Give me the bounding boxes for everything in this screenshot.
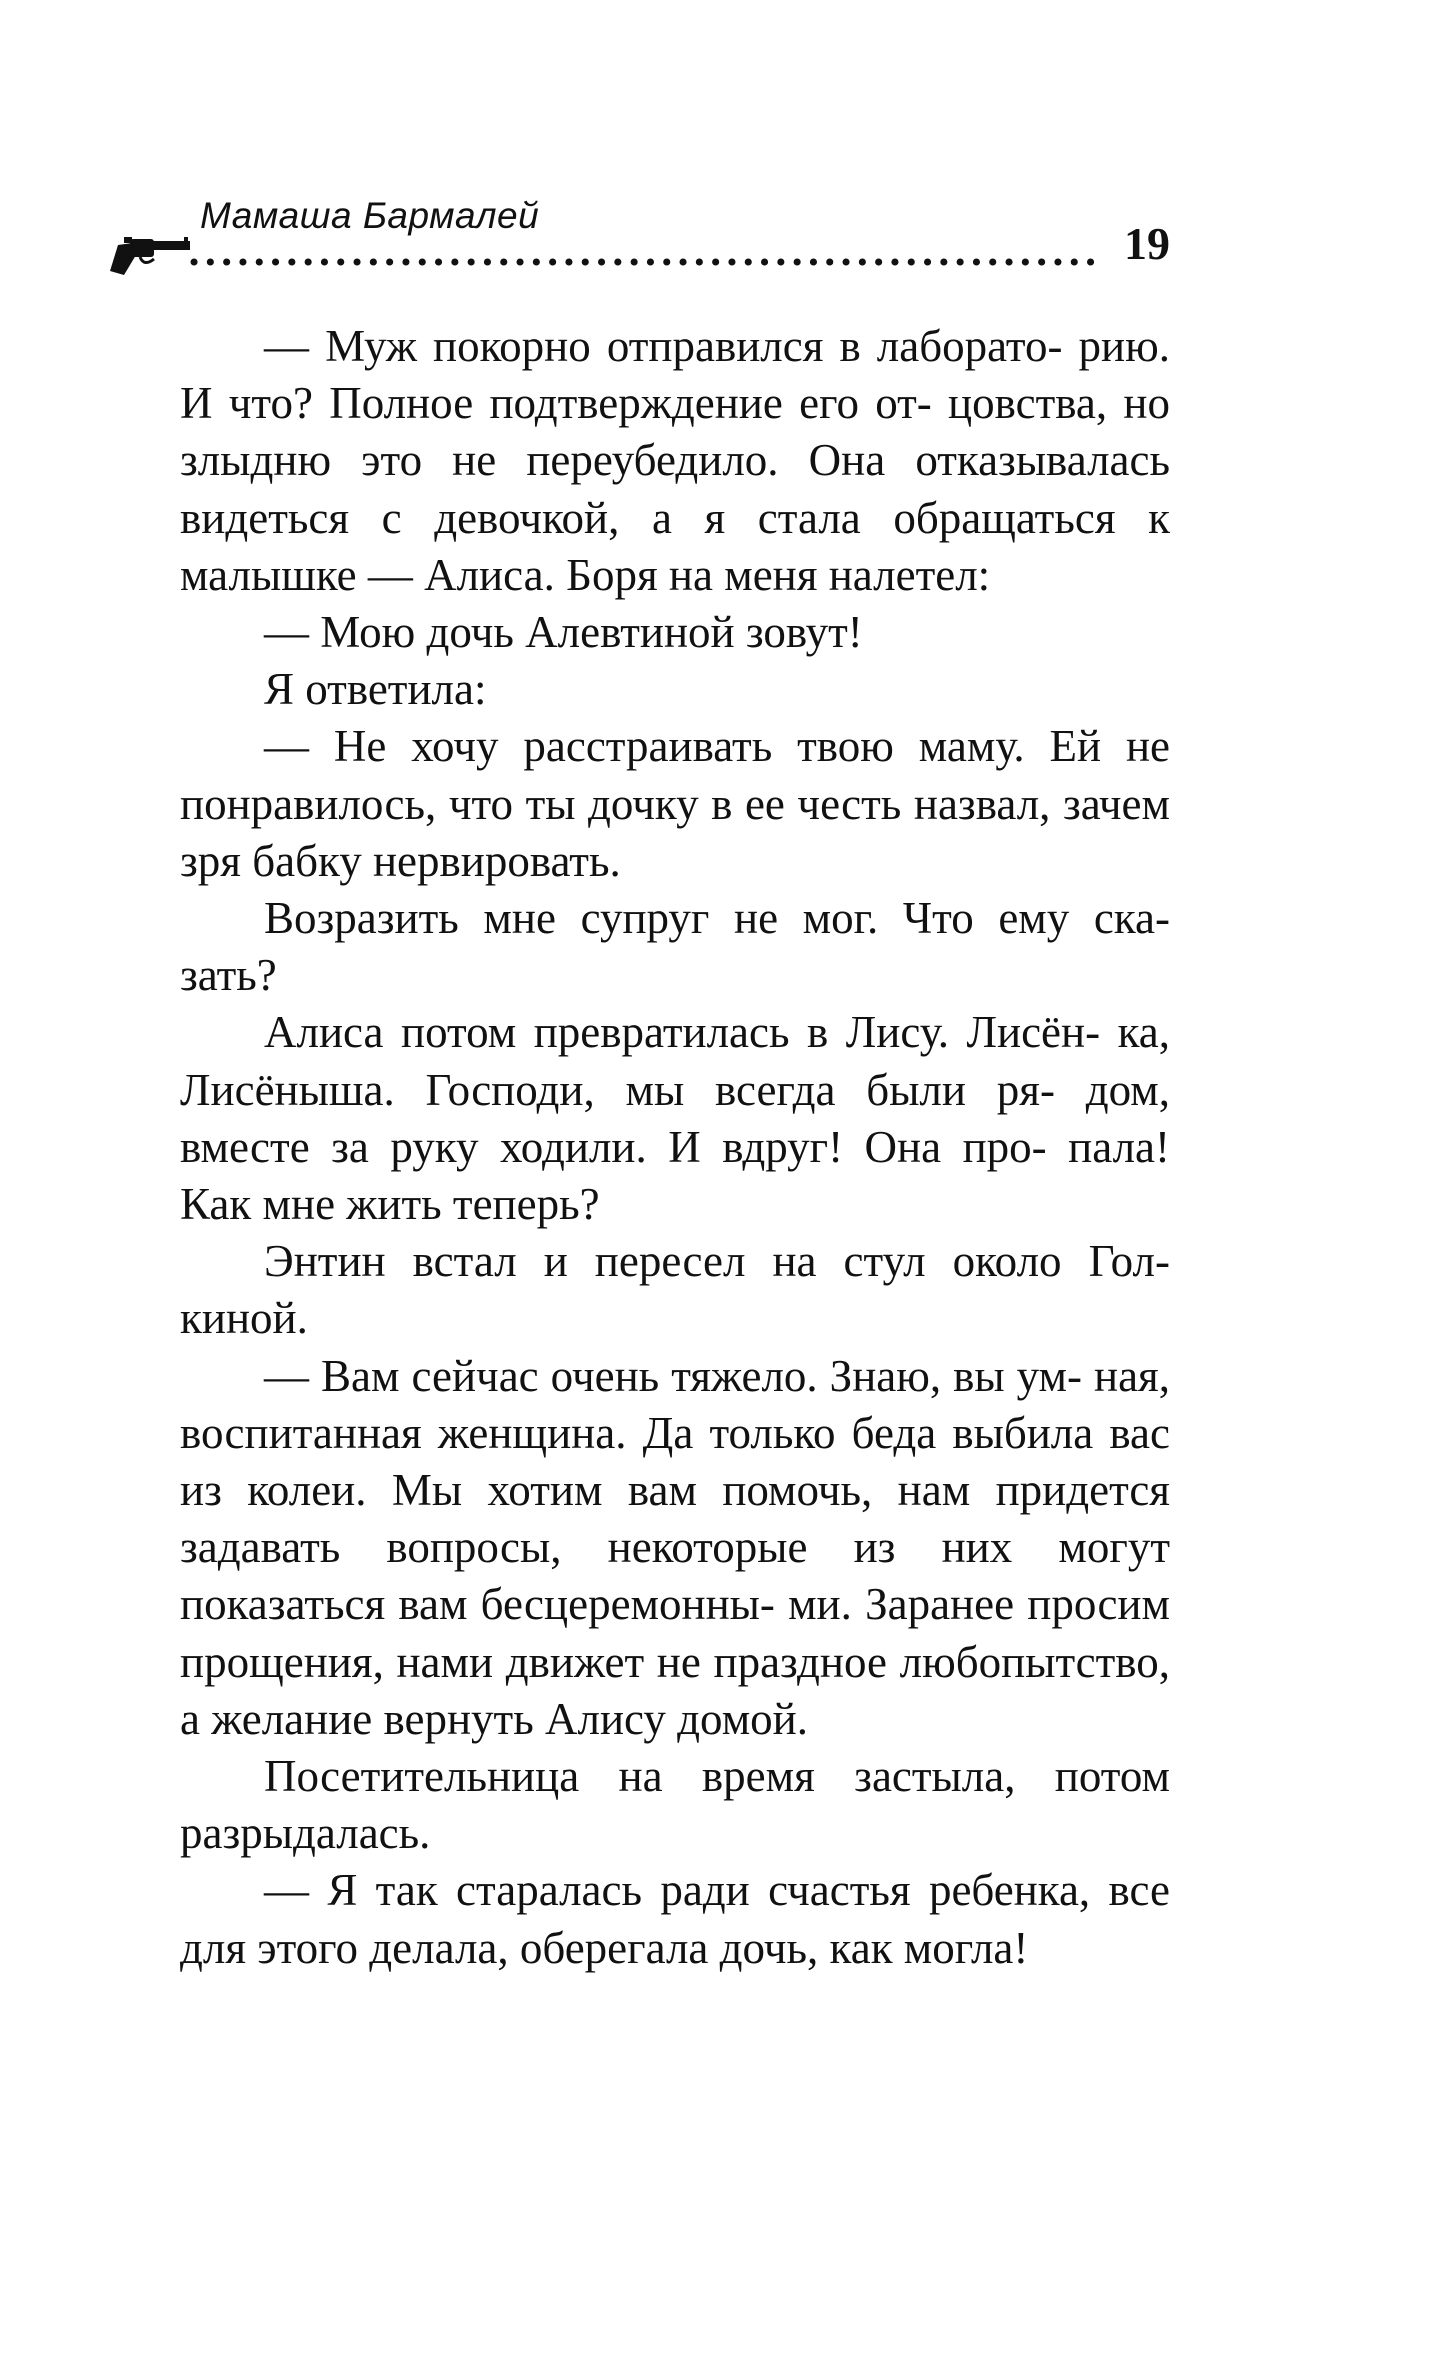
paragraph: — Мою дочь Алевтиной зовут!	[264, 607, 863, 658]
paragraph: — Вам сейчас очень тяжело. Знаю, вы ум- ная, воспитанная женщина. Да только беда выбила вас из колеи. Мы хотим вам помочь, нам придется задавать вопросы, некоторые из них могут показаться вам бесцеремонны- ми. Заранее просим прощения, нами движет не праздное любопытство, а желание вернуть Алису домой.	[180, 1350, 1170, 1744]
paragraph: Алиса потом превратилась в Лису. Лисён- ка, Лисёныша. Господи, мы всегда были ря- дом, вместе за руку ходили. И вдруг! Она про- пала! Как мне жить теперь?	[180, 1007, 1170, 1230]
paragraph: Возразить мне супруг не мог. Что ему ска- зать?	[180, 893, 1170, 1001]
body-text	[180, 318, 1170, 1977]
paragraph: Энтин встал и пересел на стул около Гол- киной.	[180, 1236, 1170, 1344]
revolver-icon	[110, 235, 190, 277]
paragraph: — Муж покорно отправился в лаборато- рию. И что? Полное подтверждение его от- цовства, но злыдню это не переубедило. Она отказывалась видеться с девочкой, а я стала обращаться к малышке — Алиса. Боря на меня налетел:	[180, 321, 1170, 600]
page-number: 19	[1124, 218, 1170, 269]
paragraph: Посетительница на время застыла, потом разрыдалась.	[180, 1751, 1170, 1859]
paragraph: — Не хочу расстраивать твою маму. Ей не понравилось, что ты дочку в ее честь назвал, зачем зря бабку нервировать.	[180, 721, 1170, 886]
paragraph: Я ответила:	[264, 664, 487, 715]
page-header	[110, 195, 1170, 275]
dotted-rule	[190, 255, 1095, 269]
running-title: Мамаша Бармалей	[200, 195, 540, 236]
paragraph: — Я так старалась ради счастья ребенка, все для этого делала, оберегала дочь, как могла!	[180, 1865, 1170, 1973]
